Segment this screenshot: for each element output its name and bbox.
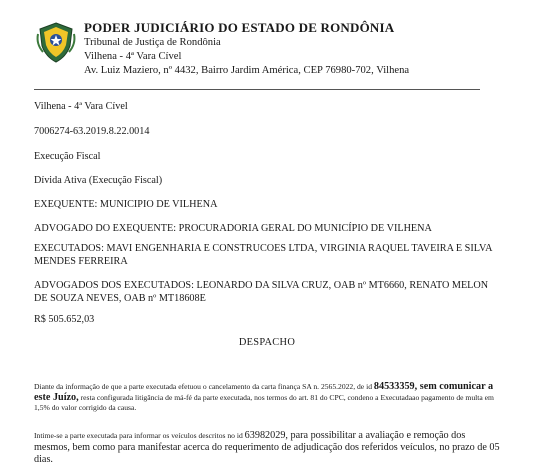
despacho-title: DESPACHO: [238, 337, 296, 348]
despacho-paragraph-1: [34, 382, 502, 414]
paragraph-1-text-b: , sem comunicar a este Juízo,: [34, 381, 494, 403]
case-vara: Vilhena - 4ª Vara Cível: [34, 101, 128, 112]
paragraph-1-id: 84533359: [373, 381, 415, 392]
header-divider: [34, 89, 480, 90]
paragraph-1-text-c: resta configurada litigância de má-fé da parte executada, nos termos do art. 81 do CPC, condeno a Executadaao pagamento de multa em 1,5% do valor corrigido da causa.: [34, 392, 494, 413]
court-address: Av. Luiz Maziero, nº 4432, Bairro Jardim América, CEP 76980-702, Vilhena: [84, 65, 410, 76]
paragraph-2-id: 63982029: [244, 430, 286, 441]
court-name: PODER JUDICIÁRIO DO ESTADO DE RONDÔNIA: [84, 20, 395, 35]
case-number: 7006274-63.2019.8.22.0014: [34, 126, 150, 137]
exequente: EXEQUENTE: MUNICIPIO DE VILHENA: [34, 199, 218, 210]
tribunal-name: Tribunal de Justiça de Rondônia: [84, 37, 221, 48]
case-subject: Dívida Ativa (Execução Fiscal): [34, 175, 163, 186]
case-class: Execução Fiscal: [34, 151, 101, 162]
paragraph-2-text-b: , para possibilitar a avaliação e remoção dos mesmos, bem como para manifestar acerca do requerimento de adjudicação dos referidos veículos, no prazo de 05 dias.: [34, 430, 500, 465]
vara-name: Vilhena - 4ª Vara Cível: [84, 51, 182, 62]
paragraph-2-text-a: Intime-se a parte executada para informar os veículos descritos no id: [34, 431, 245, 440]
case-value: R$ 505.652,03: [34, 314, 95, 325]
paragraph-1-text-a: Diante da informação de que a parte executada efetuou o cancelamento da carta finança SA n. 2565.2022, de id: [34, 382, 374, 391]
state-coat-of-arms-icon: [34, 20, 78, 64]
executados: EXECUTADOS: MAVI ENGENHARIA E CONSTRUCOES LTDA, VIRGINIA RAQUEL TAVEIRA E SILVA MENDES FERREIRA: [34, 243, 492, 267]
advogados-executados: ADVOGADOS DOS EXECUTADOS: LEONARDO DA SILVA CRUZ, OAB nº MT6660, RENATO MELON DE SOUZA NEVES, OAB nº MT18608E: [34, 280, 489, 304]
despacho-paragraph-2: [34, 430, 502, 466]
advogado-exequente: ADVOGADO DO EXEQUENTE: PROCURADORIA GERAL DO MUNICÍPIO DE VILHENA: [34, 223, 432, 234]
document-header: [34, 20, 409, 78]
